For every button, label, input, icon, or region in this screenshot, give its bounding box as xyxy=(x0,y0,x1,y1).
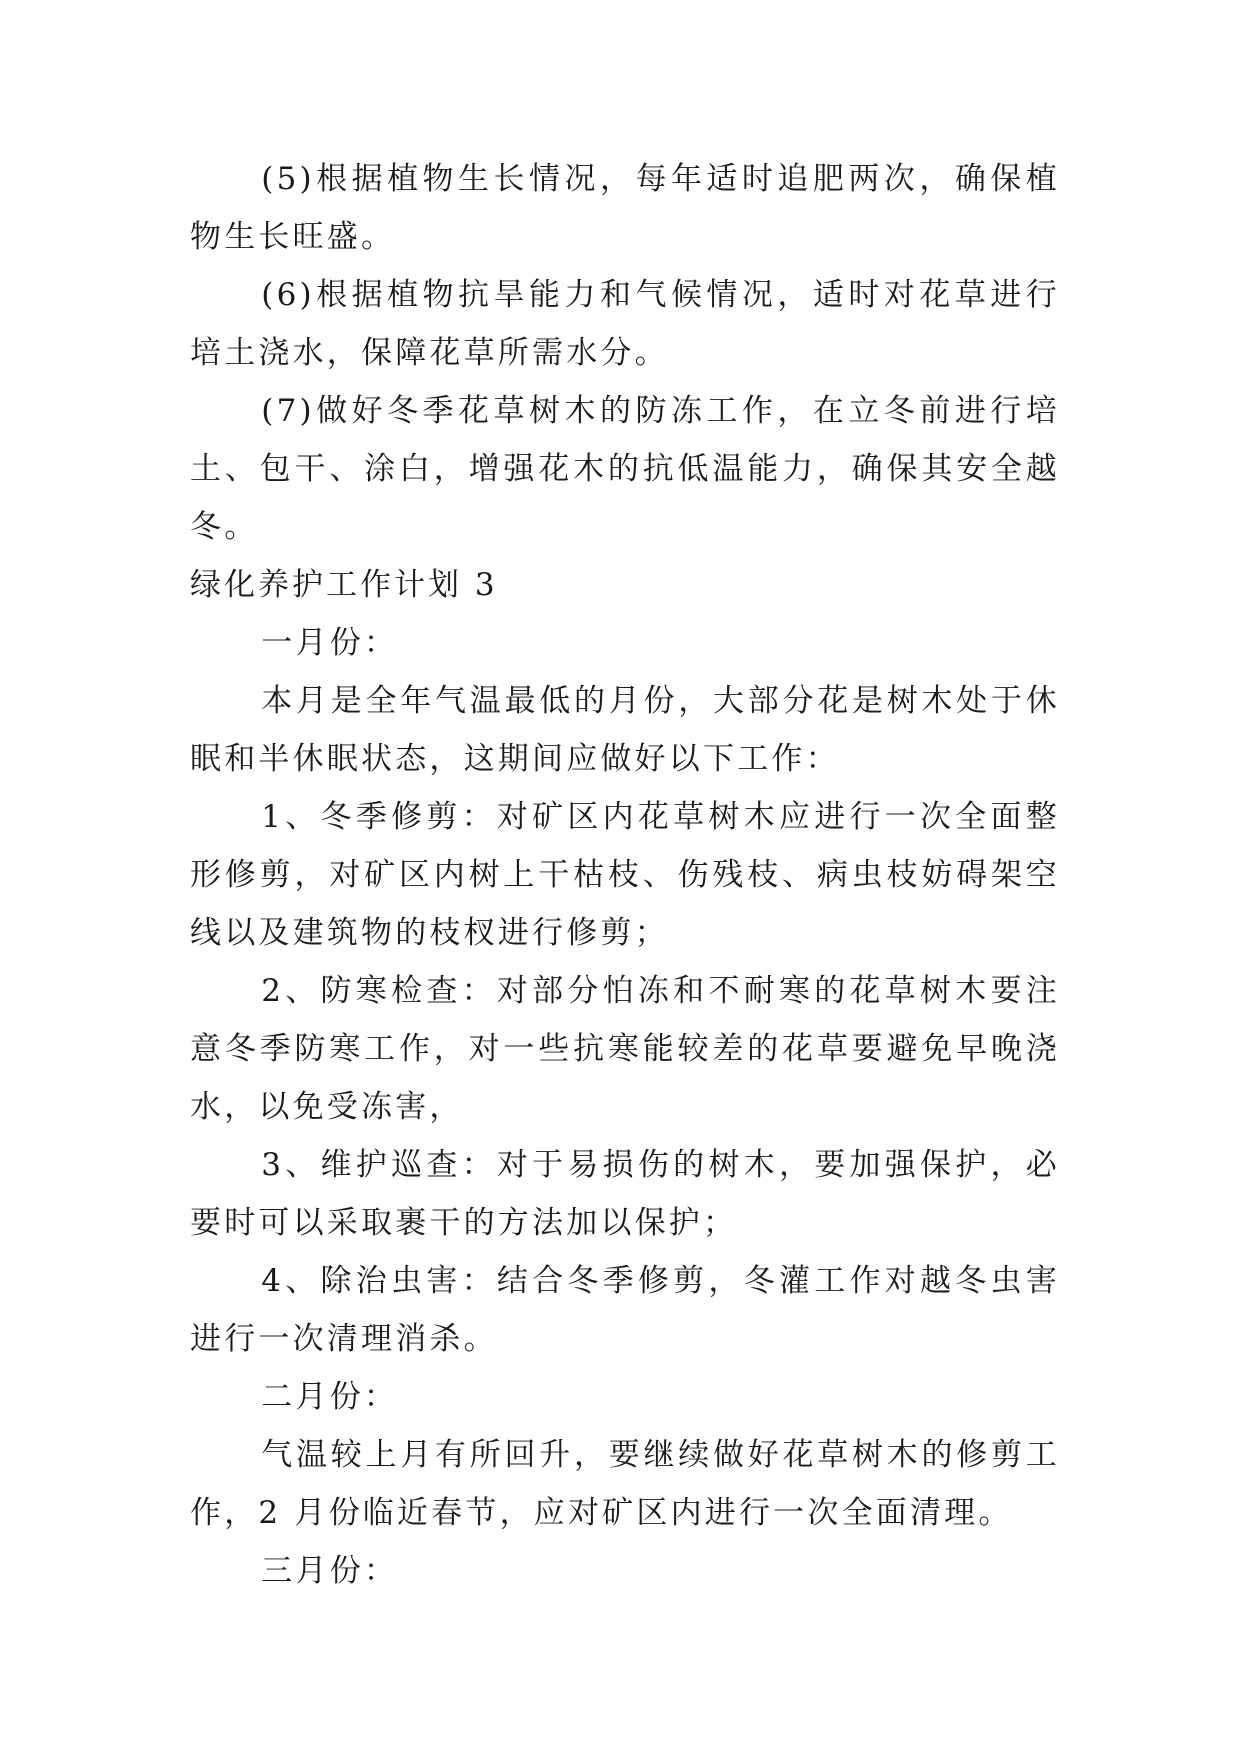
paragraph-item-5: (5)根据植物生长情况，每年适时追肥两次，确保植物生长旺盛。 xyxy=(190,161,1060,255)
paragraph-pest-control: 4、除治虫害：结合冬季修剪，冬灌工作对越冬虫害进行一次清理消杀。 xyxy=(190,1263,1060,1357)
document-page xyxy=(190,150,1060,1600)
paragraph-winter-pruning: 1、冬季修剪：对矿区内花草树木应进行一次全面整形修剪，对矿区内树上干枯枝、伤残枝、病虫枝妨碍架空线以及建筑物的枝杈进行修剪； xyxy=(190,799,1060,951)
month-heading-february: 二月份： xyxy=(261,1379,399,1415)
paragraph-maintenance-patrol: 3、维护巡查：对于易损伤的树木，要加强保护，必要时可以采取裹干的方法加以保护； xyxy=(190,1147,1060,1241)
paragraph-item-7: (7)做好冬季花草树木的防冻工作，在立冬前进行培土、包干、涂白，增强花木的抗低温能力，确保其安全越冬。 xyxy=(190,393,1060,545)
section-heading: 绿化养护工作计划 3 xyxy=(190,567,498,603)
paragraph-cold-protection: 2、防寒检查：对部分怕冻和不耐寒的花草树木要注意冬季防寒工作，对一些抗寒能较差的花草要避免早晚浇水，以免受冻害， xyxy=(190,973,1060,1125)
paragraph-february-intro: 气温较上月有所回升，要继续做好花草树木的修剪工作，2 月份临近春节，应对矿区内进行一次全面清理。 xyxy=(190,1437,1060,1531)
paragraph-january-intro: 本月是全年气温最低的月份，大部分花是树木处于休眠和半休眠状态，这期间应做好以下工作： xyxy=(190,683,1060,777)
month-heading-january: 一月份： xyxy=(261,625,399,661)
month-heading-march: 三月份： xyxy=(261,1553,399,1589)
paragraph-item-6: (6)根据植物抗旱能力和气候情况，适时对花草进行培土浇水，保障花草所需水分。 xyxy=(190,277,1060,371)
